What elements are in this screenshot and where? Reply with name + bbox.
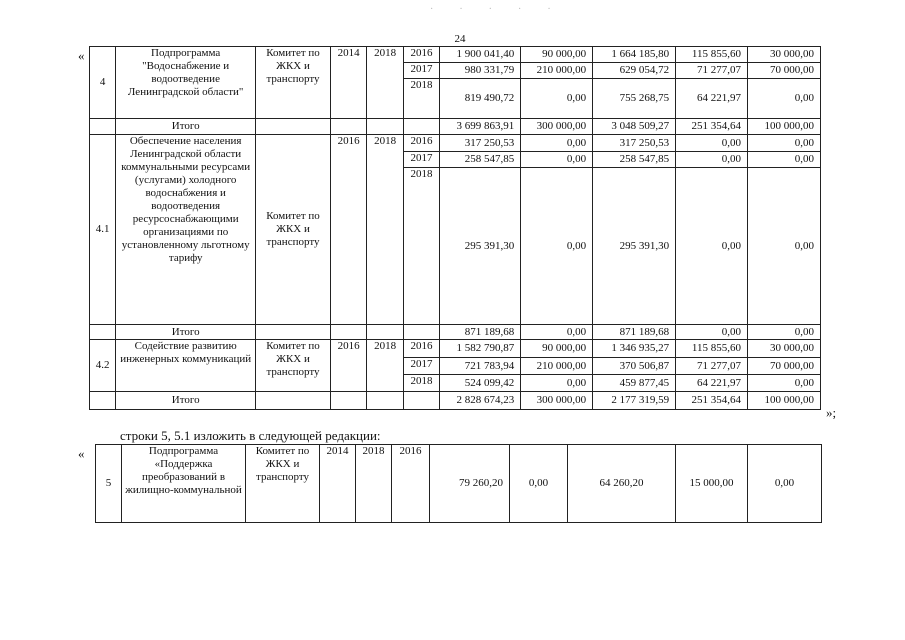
end-year: 2018	[356, 445, 392, 523]
row-id: 4.2	[90, 340, 116, 392]
year-cell: 2016	[403, 340, 439, 358]
start-year: 2016	[330, 340, 366, 392]
value-cell: 0,00	[510, 445, 568, 523]
scan-artifact-dots: ·····	[430, 4, 577, 15]
value-cell: 70 000,00	[748, 63, 821, 79]
value-cell: 0,00	[748, 135, 821, 152]
total-label: Итого	[116, 392, 256, 410]
year-cell: 2017	[403, 152, 439, 168]
value-cell: 64 221,97	[676, 375, 748, 392]
empty-cell	[367, 392, 403, 410]
value-cell: 90 000,00	[521, 340, 593, 358]
total-cell: 251 354,64	[676, 119, 748, 135]
total-cell: 100 000,00	[748, 119, 821, 135]
program-name: Подпрограмма «Поддержка преобразований в жилищно-коммунальной	[122, 445, 246, 523]
value-cell: 0,00	[521, 168, 593, 325]
program-table	[89, 46, 821, 410]
value-cell: 721 783,94	[440, 358, 521, 375]
table-row	[90, 47, 821, 63]
total-cell: 300 000,00	[521, 392, 593, 410]
value-cell: 258 547,85	[593, 152, 676, 168]
closing-quote: »;	[826, 405, 837, 420]
value-cell: 629 054,72	[593, 63, 676, 79]
value-cell: 0,00	[748, 375, 821, 392]
start-year: 2016	[330, 135, 366, 325]
end-year: 2018	[367, 135, 403, 325]
executor: Комитет по ЖКХ и транспорту	[246, 445, 320, 523]
total-cell: 0,00	[748, 325, 821, 340]
value-cell: 0,00	[748, 79, 821, 119]
total-cell: 100 000,00	[748, 392, 821, 410]
empty-cell	[330, 392, 366, 410]
value-cell: 115 855,60	[676, 340, 748, 358]
executor: Комитет по ЖКХ и транспорту	[256, 47, 331, 119]
value-cell: 459 877,45	[593, 375, 676, 392]
value-cell: 0,00	[748, 168, 821, 325]
empty-cell	[330, 119, 366, 135]
empty-cell	[256, 325, 331, 340]
total-cell: 300 000,00	[521, 119, 593, 135]
replacement-table	[95, 444, 822, 523]
value-cell: 64 221,97	[676, 79, 748, 119]
empty-cell	[367, 325, 403, 340]
empty-cell	[330, 325, 366, 340]
value-cell: 15 000,00	[676, 445, 748, 523]
value-cell: 1 582 790,87	[440, 340, 521, 358]
value-cell: 0,00	[748, 152, 821, 168]
value-cell: 258 547,85	[440, 152, 521, 168]
empty-cell	[403, 392, 439, 410]
total-cell: 0,00	[521, 325, 593, 340]
row-id: 4.1	[90, 135, 116, 325]
value-cell: 370 506,87	[593, 358, 676, 375]
executor: Комитет по ЖКХ и транспорту	[256, 340, 331, 392]
year-cell: 2017	[403, 358, 439, 375]
total-row	[90, 392, 821, 410]
year-cell: 2018	[403, 168, 439, 325]
empty-cell	[256, 392, 331, 410]
value-cell: 0,00	[676, 168, 748, 325]
year-cell: 2017	[403, 63, 439, 79]
value-cell: 0,00	[521, 375, 593, 392]
row-id: 4	[90, 47, 116, 119]
value-cell: 70 000,00	[748, 358, 821, 375]
year-cell: 2018	[403, 375, 439, 392]
table-row	[90, 340, 821, 358]
value-cell: 317 250,53	[593, 135, 676, 152]
value-cell: 0,00	[521, 135, 593, 152]
year-cell: 2016	[403, 135, 439, 152]
year-cell: 2016	[403, 47, 439, 63]
total-row	[90, 325, 821, 340]
total-cell: 3 699 863,91	[440, 119, 521, 135]
total-cell: 2 177 319,59	[593, 392, 676, 410]
value-cell: 0,00	[521, 79, 593, 119]
total-label: Итого	[116, 325, 256, 340]
start-year: 2014	[330, 47, 366, 119]
value-cell: 0,00	[676, 152, 748, 168]
executor: Комитет по ЖКХ и транспорту	[256, 135, 331, 325]
value-cell: 210 000,00	[521, 358, 593, 375]
value-cell: 317 250,53	[440, 135, 521, 152]
empty-cell	[90, 392, 116, 410]
instruction-text: строки 5, 5.1 изложить в следующей редакции:	[120, 428, 381, 443]
total-cell: 0,00	[676, 325, 748, 340]
value-cell: 1 900 041,40	[440, 47, 521, 63]
empty-cell	[90, 119, 116, 135]
page-number: 24	[454, 33, 466, 45]
value-cell: 71 277,07	[676, 358, 748, 375]
year-cell: 2018	[403, 79, 439, 119]
value-cell: 1 664 185,80	[593, 47, 676, 63]
total-cell: 871 189,68	[593, 325, 676, 340]
program-name: Обеспечение населения Ленинградской области коммунальными ресурсами (услугами) холодного водоснабжения и водоотведения ресурсоснабжающими организациями по установленному льготному тарифу	[116, 135, 256, 325]
empty-cell	[403, 119, 439, 135]
value-cell: 90 000,00	[521, 47, 593, 63]
total-cell: 2 828 674,23	[440, 392, 521, 410]
value-cell: 980 331,79	[440, 63, 521, 79]
row-id: 5	[96, 445, 122, 523]
table-row	[96, 445, 822, 523]
total-label: Итого	[116, 119, 256, 135]
empty-cell	[367, 119, 403, 135]
value-cell: 755 268,75	[593, 79, 676, 119]
value-cell: 64 260,20	[568, 445, 676, 523]
empty-cell	[256, 119, 331, 135]
total-cell: 871 189,68	[440, 325, 521, 340]
start-year: 2014	[320, 445, 356, 523]
value-cell: 295 391,30	[593, 168, 676, 325]
value-cell: 524 099,42	[440, 375, 521, 392]
value-cell: 0,00	[676, 135, 748, 152]
year-cell: 2016	[392, 445, 430, 523]
total-cell: 3 048 509,27	[593, 119, 676, 135]
total-cell: 251 354,64	[676, 392, 748, 410]
value-cell: 1 346 935,27	[593, 340, 676, 358]
end-year: 2018	[367, 47, 403, 119]
value-cell: 30 000,00	[748, 47, 821, 63]
value-cell: 71 277,07	[676, 63, 748, 79]
program-name: Содействие развитию инженерных коммуникаций	[116, 340, 256, 392]
empty-cell	[90, 325, 116, 340]
value-cell: 115 855,60	[676, 47, 748, 63]
empty-cell	[403, 325, 439, 340]
value-cell: 79 260,20	[430, 445, 510, 523]
open-quote-2: «	[78, 446, 85, 461]
program-name: Подпрограмма "Водоснабжение и водоотведение Ленинградской области"	[116, 47, 256, 119]
value-cell: 30 000,00	[748, 340, 821, 358]
value-cell: 210 000,00	[521, 63, 593, 79]
open-quote: «	[78, 48, 85, 63]
total-row	[90, 119, 821, 135]
end-year: 2018	[367, 340, 403, 392]
value-cell: 0,00	[521, 152, 593, 168]
value-cell: 295 391,30	[440, 168, 521, 325]
value-cell: 819 490,72	[440, 79, 521, 119]
table-row	[90, 135, 821, 152]
value-cell: 0,00	[748, 445, 822, 523]
